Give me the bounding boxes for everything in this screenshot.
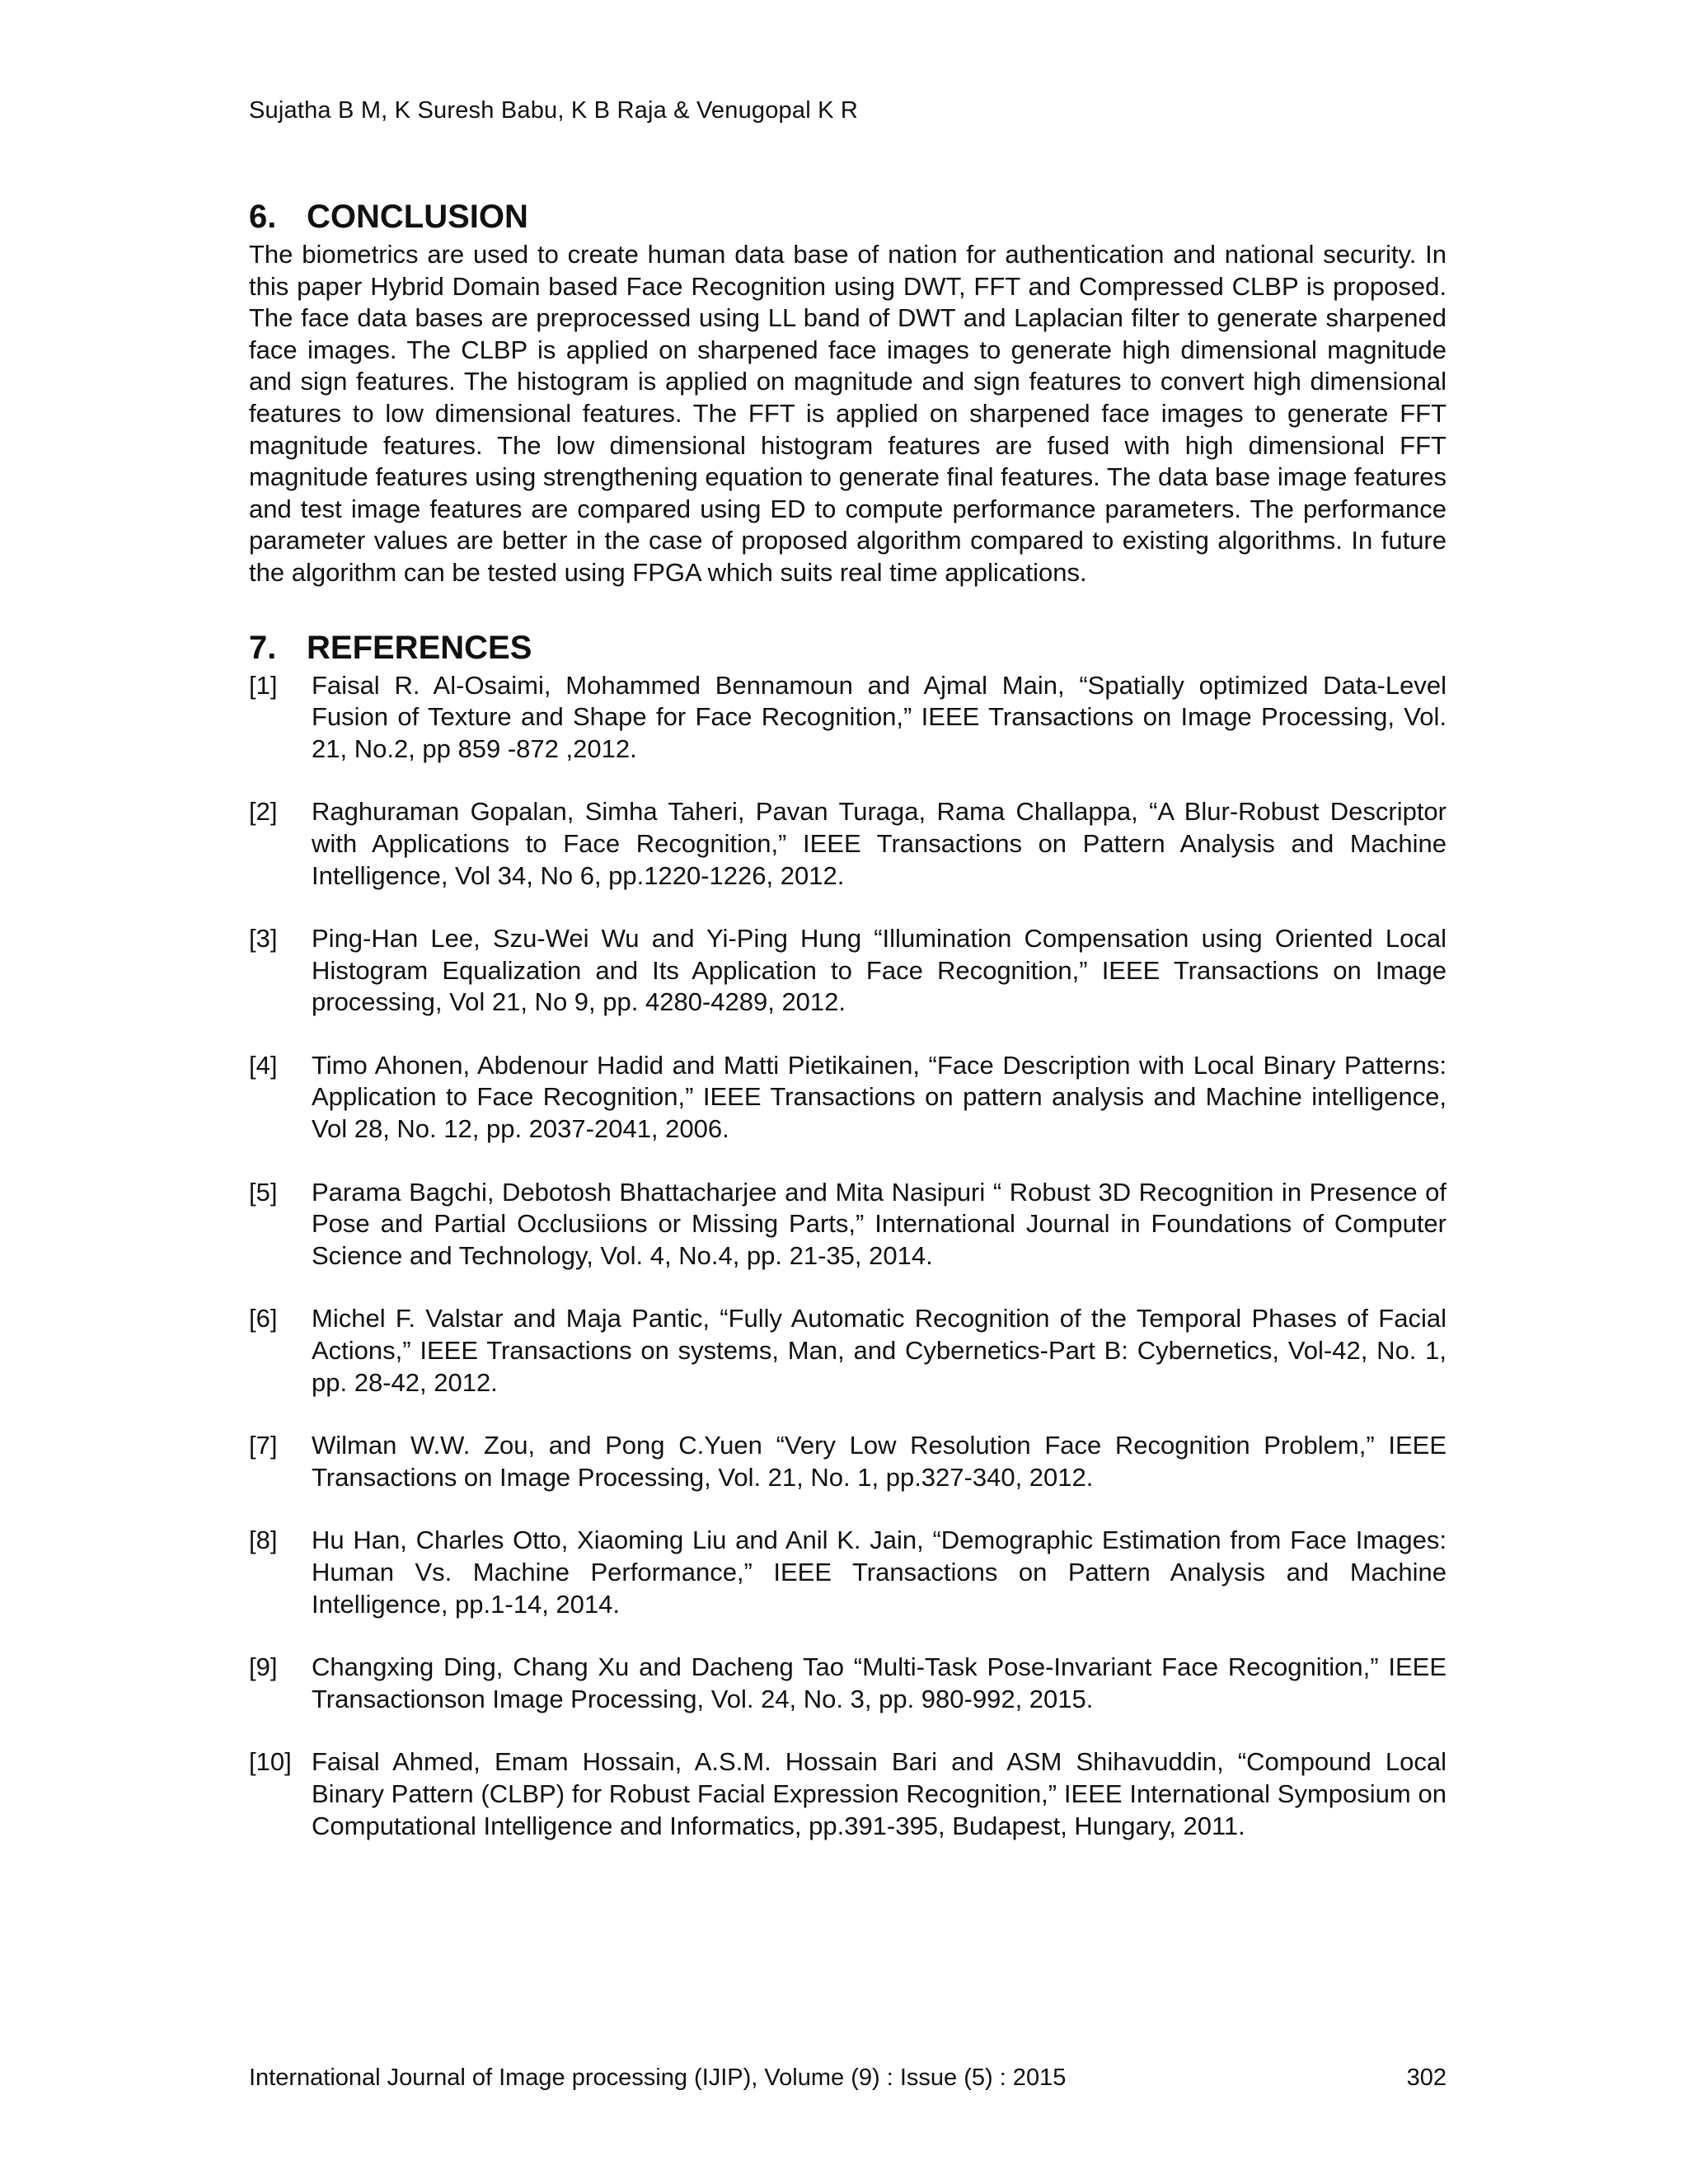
running-header: Sujatha B M, K Suresh Babu, K B Raja & Venugopal K R	[249, 97, 859, 124]
conclusion-section-title: CONCLUSION	[307, 199, 528, 235]
reference-item-1	[249, 670, 1447, 766]
reference-item-8	[249, 1525, 1447, 1620]
reference-text: Wilman W.W. Zou, and Pong C.Yuen “Very Low Resolution Face Recognition Problem,” IEEE Transactions on Image Processing, Vol. 21, No. 1, pp.327-340, 2012.	[312, 1431, 1447, 1492]
reference-number: [4]	[249, 1050, 278, 1080]
conclusion-paragraph: The biometrics are used to create human data base of nation for authentication and national security. In this paper Hybrid Domain based Face Recognition using DWT, FFT and Compressed CLBP is proposed. The face data bases are preprocessed using LL band of DWT and Laplacian filter to generate sharpened face images. The CLBP is applied on sharpened face images to generate high dimensional magnitude and sign features. The histogram is applied on magnitude and sign features to convert high dimensional features to low dimensional features. The FFT is applied on sharpened face images to generate FFT magnitude features. The low dimensional histogram features are fused with high dimensional FFT magnitude features using strengthening equation to generate final features. The data base image features and test image features are compared using ED to compute performance parameters. The performance parameter values are better in the case of proposed algorithm compared to existing algorithms. In future the algorithm can be tested using FPGA which suits real time applications.	[249, 240, 1447, 587]
reference-number: [6]	[249, 1304, 278, 1333]
reference-text: Raghuraman Gopalan, Simha Taheri, Pavan Turaga, Rama Challappa, “A Blur-Robust Descriptor with Applications to Face Recognition,” IEEE Transactions on Pattern Analysis and Machine Intelligence, Vol 34, No 6, pp.1220-1226, 2012.	[312, 797, 1447, 890]
reference-number: [5]	[249, 1177, 278, 1207]
references-section-number: 7.	[249, 629, 277, 666]
reference-item-3	[249, 923, 1447, 1019]
reference-number: [8]	[249, 1526, 278, 1555]
reference-number: [10]	[249, 1747, 292, 1777]
reference-item-7	[249, 1430, 1447, 1493]
reference-item-4	[249, 1050, 1447, 1146]
reference-text: Faisal R. Al-Osaimi, Mohammed Bennamoun and Ajmal Main, “Spatially optimized Data-Level Fusion of Texture and Shape for Face Recognition,” IEEE Transactions on Image Processing, Vol. 21, No.2, pp 859 -872 ,2012.	[312, 670, 1447, 763]
reference-number: [9]	[249, 1652, 278, 1682]
footer-journal-info: International Journal of Image processing (IJIP), Volume (9) : Issue (5) : 2015	[249, 2064, 1067, 2091]
conclusion-section-number: 6.	[249, 199, 277, 235]
running-footer	[249, 2064, 1447, 2092]
reference-item-5	[249, 1177, 1447, 1272]
reference-number: [7]	[249, 1431, 278, 1460]
reference-item-2	[249, 796, 1447, 892]
reference-text: Timo Ahonen, Abdenour Hadid and Matti Pietikainen, “Face Description with Local Binary Patterns: Application to Face Recognition,” IEEE Transactions on pattern analysis and Machine intelligence, Vol 28, No. 12, pp. 2037-2041, 2006.	[312, 1050, 1447, 1144]
references-section-title: REFERENCES	[307, 629, 532, 666]
page-number: 302	[1406, 2064, 1447, 2091]
reference-text: Hu Han, Charles Otto, Xiaoming Liu and Anil K. Jain, “Demographic Estimation from Face Images: Human Vs. Machine Performance,” IEEE Transactions on Pattern Analysis and Machine Intelligence, pp.1-14, 2014.	[312, 1526, 1447, 1619]
reference-number: [1]	[249, 670, 278, 700]
reference-number: [2]	[249, 797, 278, 827]
reference-item-10	[249, 1746, 1447, 1842]
reference-list	[249, 670, 1447, 1843]
reference-text: Ping-Han Lee, Szu-Wei Wu and Yi-Ping Hung “Illumination Compensation using Oriented Local Histogram Equalization and Its Application to Face Recognition,” IEEE Transactions on Image processing, Vol 21, No 9, pp. 4280-4289, 2012.	[312, 924, 1447, 1017]
reference-text: Changxing Ding, Chang Xu and Dacheng Tao “Multi-Task Pose-Invariant Face Recognition,” IEEE Transactionson Image Processing, Vol. 24, No. 3, pp. 980-992, 2015.	[312, 1652, 1447, 1713]
page-content	[249, 196, 1447, 1873]
reference-text: Faisal Ahmed, Emam Hossain, A.S.M. Hossain Bari and ASM Shihavuddin, “Compound Local Binary Pattern (CLBP) for Robust Facial Expression Recognition,” IEEE International Symposium on Computational Intelligence and Informatics, pp.391-395, Budapest, Hungary, 2011.	[312, 1747, 1447, 1840]
reference-item-6	[249, 1303, 1447, 1399]
conclusion-heading	[249, 196, 1447, 237]
reference-item-9	[249, 1652, 1447, 1715]
reference-text: Parama Bagchi, Debotosh Bhattacharjee and Mita Nasipuri “ Robust 3D Recognition in Presence of Pose and Partial Occlusiions or Missing Parts,” International Journal in Foundations of Computer Science and Technology, Vol. 4, No.4, pp. 21-35, 2014.	[312, 1177, 1447, 1270]
references-heading	[249, 627, 1447, 668]
reference-number: [3]	[249, 924, 278, 954]
reference-text: Michel F. Valstar and Maja Pantic, “Fully Automatic Recognition of the Temporal Phases of Facial Actions,” IEEE Transactions on systems, Man, and Cybernetics-Part B: Cybernetics, Vol-42, No. 1, pp. 28-42, 2012.	[312, 1304, 1447, 1397]
